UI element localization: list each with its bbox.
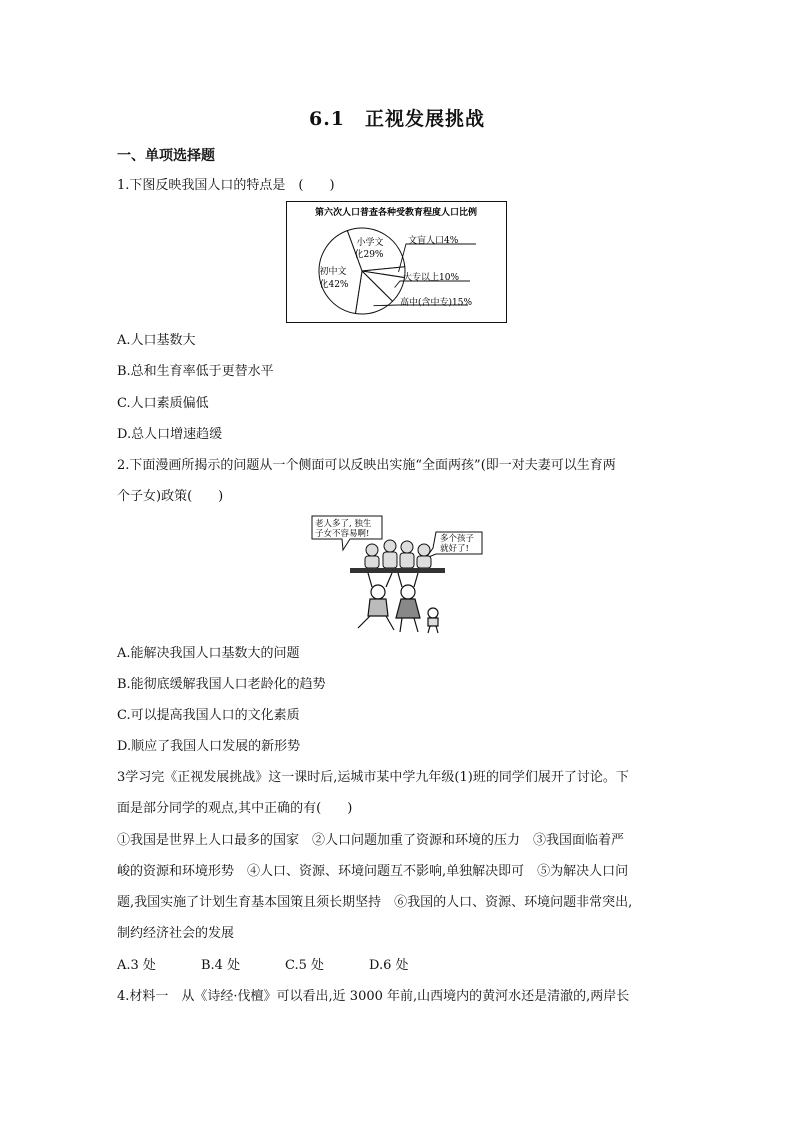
q1-option-b: B.总和生育率低于更替水平 [117,364,274,379]
question-2-stem-line1: 2.下面漫画所揭示的问题从一个侧面可以反映出实施“全面两孩”(即一对夫妻可以生育两 [117,458,616,473]
q2-option-a: A.能解决我国人口基数大的问题 [117,646,300,661]
bubble-right-line1: 多个孩子 [440,534,475,544]
question-3-line6: 制约经济社会的发展 [117,926,235,941]
question-4-line1: 4.材料一 从《诗经·伐檀》可以看出,近 3000 年前,山西境内的黄河水还是清澈的,两岸长 [117,989,630,1004]
slice-label-illiterate: 文盲人口4% [408,236,459,246]
couple-figures [358,573,438,633]
bubble-right-line2: 就好了! [440,544,469,554]
q2-option-d: D.顺应了我国人口发展的新形势 [117,739,301,754]
q3-option-d: D.6 处 [369,958,409,973]
q3-option-b: B.4 处 [201,958,241,973]
q2-option-b: B.能彻底缓解我国人口老龄化的趋势 [117,677,326,692]
question-3-line5: 题,我国实施了计划生育基本国策且须长期坚持 ⑥我国的人口、资源、环境问题非常突出, [117,895,633,910]
bubble-left-line1: 老人多了, 独生 [315,519,372,529]
population-cartoon [310,512,490,634]
page-title: 6.1 正视发展挑战 [308,108,486,130]
question-1-stem: 1.下图反映我国人口的特点是 ( ) [117,178,335,193]
q3-option-a: A.3 处 [117,958,156,973]
chart-title: 第六次人口普查各种受教育程度人口比例 [314,208,478,218]
bubble-left-line2: 子女不容易啊! [315,529,370,539]
q1-option-d: D.总人口增速趋缓 [117,427,223,442]
q3-options [117,957,409,975]
slice-label-junior-2: 化42% [319,280,349,290]
question-3-line1: 3学习完《正视发展挑战》这一课时后,运城市某中学九年级(1)班的同学们展开了讨论。下 [117,770,629,785]
education-pie-chart [286,201,507,323]
q1-option-c: C.人口素质偏低 [117,396,209,411]
elderly-figures [365,540,431,568]
q1-option-a: A.人口基数大 [117,333,196,348]
section-heading: 一、单项选择题 [117,148,215,164]
slice-label-college: 大专以上10% [403,273,460,283]
slice-label-junior-1: 初中文 [319,267,347,277]
question-3-line4: 峻的资源和环境形势 ④人口、资源、环境问题互不影响,单独解决即可 ⑤为解决人口问 [117,864,629,879]
bubble-right [426,532,482,558]
question-3-line2: 面是部分同学的观点,其中正确的有( ) [117,801,353,816]
carrying-pole [350,568,445,573]
question-3-line3: ①我国是世界上人口最多的国家 ②人口问题加重了资源和环境的压力 ③我国面临着严 [117,833,625,848]
q3-option-c: C.5 处 [285,958,325,973]
slice-label-primary-2: 化29% [354,250,384,260]
question-2-stem-line2: 个子女)政策( ) [117,489,224,504]
slice-label-highschool: 高中(含中专)15% [400,298,473,308]
slice-label-primary-1: 小学文 [356,238,384,248]
q2-option-c: C.可以提高我国人口的文化素质 [117,708,300,723]
